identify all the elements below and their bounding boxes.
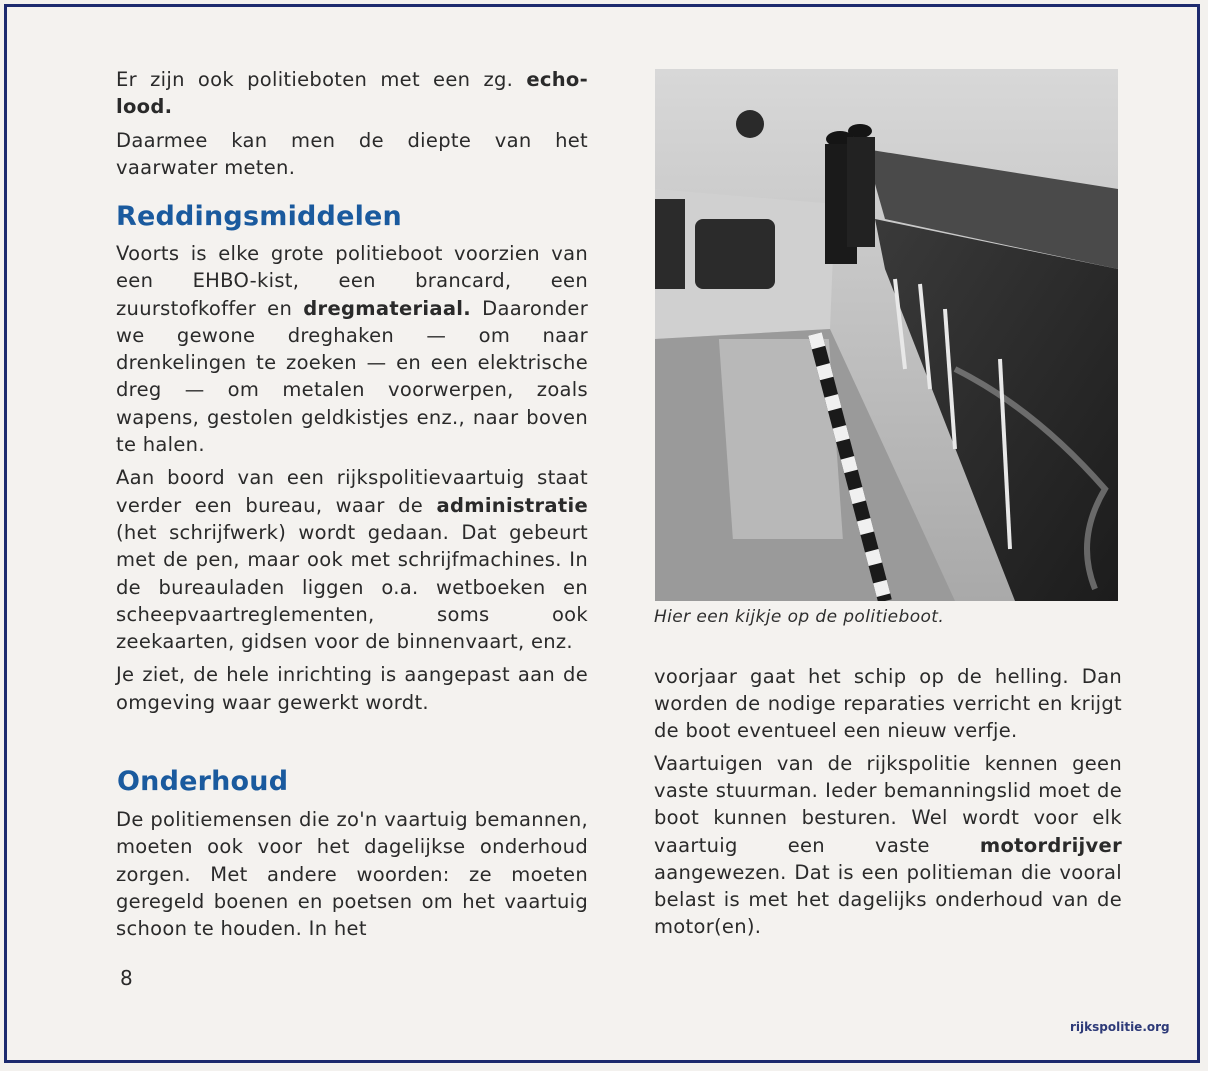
police-boat-photo bbox=[655, 69, 1118, 601]
reddingsmiddelen-paragraph-3: Je ziet, de hele inrichting is aangepast aan de omgeving waar gewerkt wordt. bbox=[116, 663, 588, 714]
reddingsmiddelen-paragraph-1 bbox=[116, 240, 588, 458]
motordrijver-bold-term: motordrijver bbox=[979, 833, 1122, 857]
onderhoud-continuation: voorjaar gaat het schip op de helling. Dan worden de nodige reparaties verricht en krijgt de boot eventueel een nieuw verfje. bbox=[654, 665, 1122, 743]
administratie-text-b: (het schrijfwerk) wordt gedaan. Dat gebeurt met de pen, maar ook met schrijfmachines. In de bureauladen liggen o.a. wetboeken en scheepvaartreglementen, soms ook zeekaarten, gidsen voor de binnenvaart, enz. bbox=[116, 520, 588, 654]
intro-text: Er zijn ook politieboten met een zg. bbox=[116, 68, 514, 91]
administratie-text-a: Aan boord van een rijkspolitievaartuig staat verder een bureau, waar de bbox=[116, 466, 588, 517]
watermark: rijkspolitie.org bbox=[1070, 1020, 1170, 1034]
motordrijver-text-b: aangewezen. Dat is een politieman die vooral belast is met het dagelijks onderhoud van de motor(en). bbox=[654, 860, 1122, 938]
right-column bbox=[654, 663, 1122, 946]
motordrijver-text-a: Vaartuigen van de rijkspolitie kennen geen vaste stuurman. Ieder bemanningslid moet de boot kunnen besturen. Wel wordt voor elk vaartuig een vaste bbox=[654, 752, 1122, 857]
reddingsmiddelen-text-a: Voorts is elke grote politieboot voorzien van een EHBO-kist, een brancard, een zuurstofkoffer en bbox=[116, 242, 588, 320]
intro-paragraph-1 bbox=[116, 66, 588, 121]
administratie-bold-term: administratie bbox=[436, 493, 589, 517]
onderhoud-paragraph-1: De politiemensen die zo'n vaartuig bemannen, moeten ook voor het dagelijkse onderhoud zorgen. Met andere woorden: ze moeten geregeld boenen en poetsen om het vaartuig schoon te houden. In het bbox=[116, 808, 588, 941]
reddingsmiddelen-text-b: Daaronder we gewone dreghaken — om naar drenkelingen te zoeken — en een elektrische dreg — om metalen voorwerpen, zoals wapens, gestolen geldkistjes enz., naar boven te halen. bbox=[116, 296, 589, 457]
police-boat-illustration bbox=[655, 69, 1118, 601]
heading-onderhoud: Onderhoud bbox=[117, 766, 289, 797]
page-number: 8 bbox=[120, 966, 133, 990]
reddingsmiddelen-section bbox=[116, 240, 588, 722]
onderhoud-section bbox=[116, 806, 588, 948]
onderhoud-paragraph-2 bbox=[654, 750, 1122, 940]
heading-reddingsmiddelen: Reddingsmiddelen bbox=[116, 201, 402, 232]
photo-caption: Hier een kijkje op de politieboot. bbox=[654, 607, 945, 627]
intro-paragraph-2: Daarmee kan men de diepte van het vaarwater meten. bbox=[116, 128, 588, 179]
intro-section bbox=[116, 66, 588, 187]
intro-bold-term: echo-lood. bbox=[116, 68, 588, 119]
reddingsmiddelen-paragraph-2 bbox=[116, 464, 588, 655]
reddingsmiddelen-bold-term: dregmateriaal. bbox=[303, 296, 471, 320]
